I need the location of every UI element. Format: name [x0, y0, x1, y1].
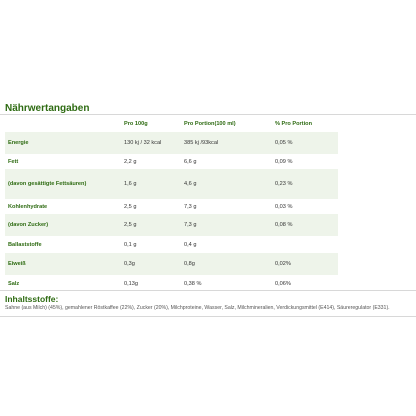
table-header-row: [5, 115, 338, 132]
nutrition-heading: Nährwertangaben: [5, 103, 90, 114]
column-header: [5, 115, 121, 132]
percent-value: 0,06%: [275, 281, 291, 287]
row-label: Salz: [8, 281, 20, 287]
table-row: [5, 236, 338, 253]
row-label: (davon Zucker): [8, 222, 49, 228]
percent-value: 0,23 %: [275, 181, 293, 187]
table-row: [5, 169, 338, 199]
table-row: [5, 132, 338, 154]
table-row: [5, 253, 338, 275]
table-row: [5, 154, 338, 169]
per-100g-value: 0,3g: [124, 261, 135, 267]
ingredients-text: Sahne (aus Milch) (45%), gemahlener Röstkaffee (22%), Zucker (20%), Milchproteine, Wasser, Salz, Milchmineralien, Verdickungsmittel (E414), Säureregulator (E331).: [5, 305, 390, 311]
row-label: Kohlenhydrate: [8, 203, 48, 210]
per-portion-value: 385 kj /93kcal: [184, 140, 219, 146]
table-row: [5, 214, 338, 236]
column-header: Pro Portion(100 ml): [184, 120, 236, 127]
per-100g-value: 0,1 g: [124, 241, 137, 248]
percent-value: [272, 236, 338, 253]
per-portion-value: 7,3 g: [184, 203, 197, 210]
percent-value: 0,09 %: [275, 158, 293, 165]
per-100g-value: 2,5 g: [124, 222, 137, 228]
ingredients-heading: Inhaltsstoffe:: [5, 294, 59, 304]
row-label: Fett: [8, 158, 19, 165]
per-portion-value: 0,4 g: [184, 241, 197, 248]
per-100g-value: 1,6 g: [124, 181, 137, 187]
row-label: (davon gesättigte Fettsäuren): [8, 181, 87, 187]
percent-value: 0,05 %: [275, 140, 293, 146]
nutrition-table: [5, 115, 338, 293]
percent-value: 0,08 %: [275, 222, 293, 228]
row-label: Eiweiß: [8, 261, 26, 267]
percent-value: 0,03 %: [275, 203, 293, 210]
per-portion-value: 6,6 g: [184, 158, 197, 165]
per-portion-value: 0,8g: [184, 261, 195, 267]
row-label: Energie: [8, 140, 29, 146]
divider: [0, 316, 416, 317]
per-100g-value: 0,13g: [124, 281, 138, 287]
per-portion-value: 7,3 g: [184, 222, 197, 228]
per-portion-value: 0,38 %: [184, 281, 202, 287]
table-row: [5, 199, 338, 214]
per-100g-value: 130 kj / 32 kcal: [124, 140, 162, 146]
percent-value: 0,02%: [275, 261, 291, 267]
divider: [0, 290, 416, 291]
per-100g-value: 2,5 g: [124, 203, 137, 210]
row-label: Ballaststoffe: [8, 241, 42, 248]
per-portion-value: 4,6 g: [184, 181, 197, 187]
per-100g-value: 2,2 g: [124, 158, 137, 165]
column-header: Pro 100g: [124, 120, 148, 127]
column-header: % Pro Portion: [275, 120, 312, 127]
